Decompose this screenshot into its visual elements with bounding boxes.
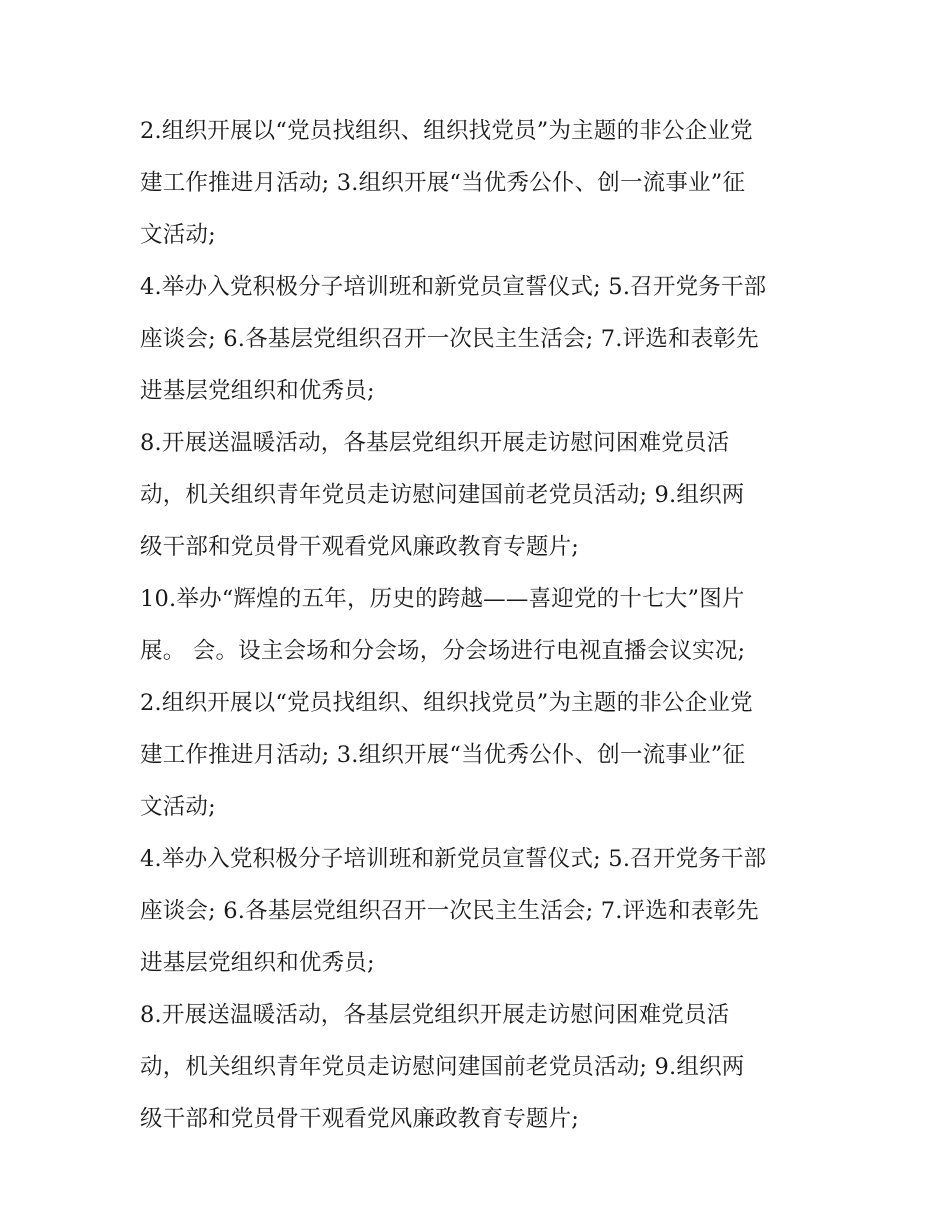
text-line: 座谈会; 6.各基层党组织召开一次民主生活会; 7.评选和表彰先 [140,326,759,352]
text-line: 2.组织开展以“党员找组织、组织找党员”为主题的非公企业党 [140,118,753,144]
text-line: 级干部和党员骨干观看党风廉政教育专题片; [140,1106,580,1132]
text-line: 10.举办“辉煌的五年，历史的跨越——喜迎党的十七大”图片 [140,586,745,612]
text-line: 动，机关组织青年党员走访慰问建国前老党员活动; 9.组织两 [140,482,745,508]
text-line: 文活动; [140,794,216,820]
text-line: 建工作推进月活动; 3.组织开展“当优秀公仆、创一流事业”征 [140,170,746,196]
text-line: 4.举办入党积极分子培训班和新党员宣誓仪式; 5.召开党务干部 [140,846,767,872]
text-line: 进基层党组织和优秀员; [140,378,375,404]
text-line: 建工作推进月活动; 3.组织开展“当优秀公仆、创一流事业”征 [140,742,746,768]
document-body [140,105,820,1145]
text-line: 座谈会; 6.各基层党组织召开一次民主生活会; 7.评选和表彰先 [140,898,759,924]
text-line: 进基层党组织和优秀员; [140,950,375,976]
text-line: 8.开展送温暖活动，各基层党组织开展走访慰问困难党员活 [140,1002,730,1028]
text-line: 动，机关组织青年党员走访慰问建国前老党员活动; 9.组织两 [140,1054,745,1080]
text-line: 文活动; [140,222,216,248]
text-line: 8.开展送温暖活动，各基层党组织开展走访慰问困难党员活 [140,430,730,456]
text-line: 4.举办入党积极分子培训班和新党员宣誓仪式; 5.召开党务干部 [140,274,767,300]
text-line: 级干部和党员骨干观看党风廉政教育专题片; [140,534,580,560]
text-line: 2.组织开展以“党员找组织、组织找党员”为主题的非公企业党 [140,690,753,716]
text-line: 展。 会。设主会场和分会场，分会场进行电视直播会议实况; [140,638,746,664]
